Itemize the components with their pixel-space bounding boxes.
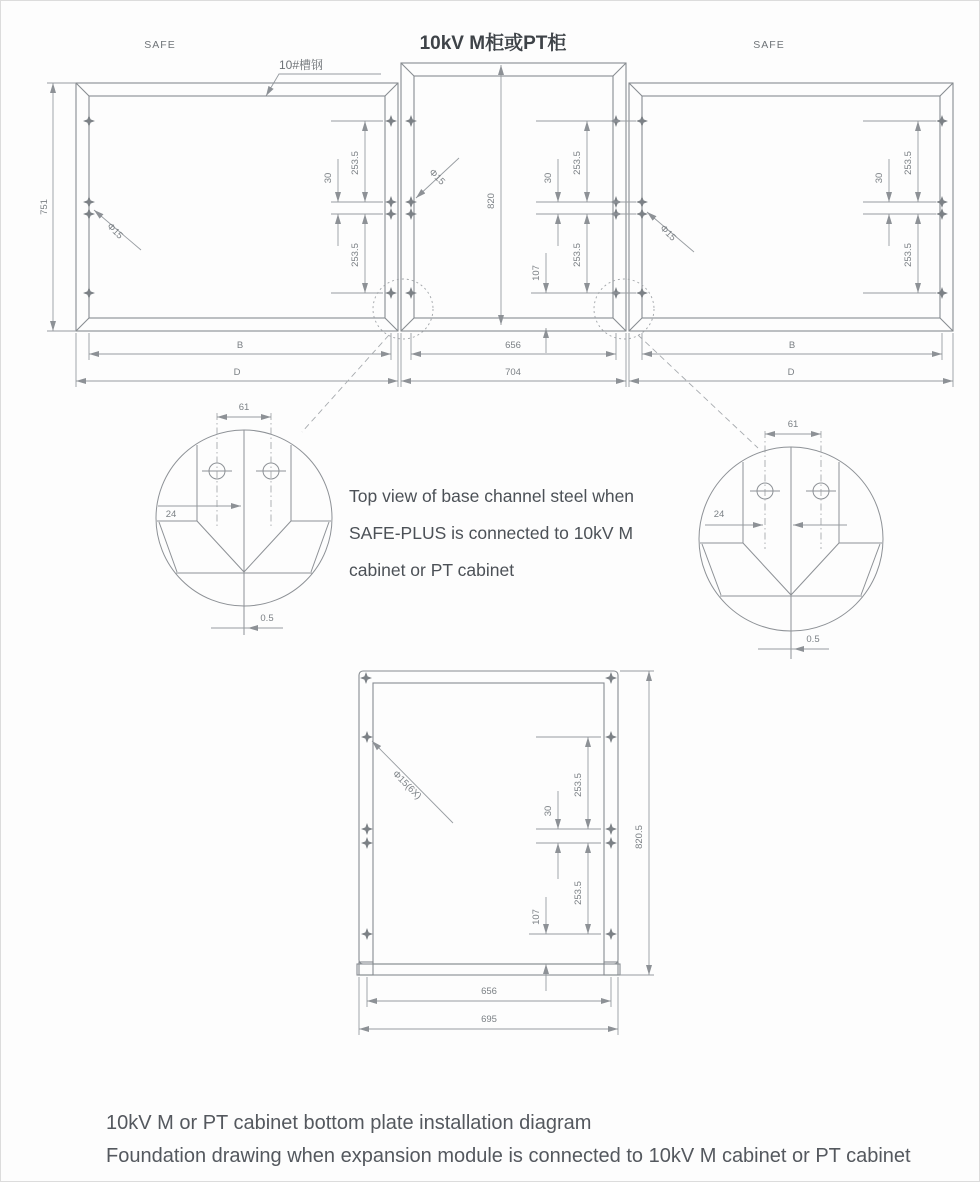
dim-253-label: 253.5 bbox=[572, 151, 583, 175]
top-diagram bbox=[39, 31, 953, 448]
dim-30-label: 30 bbox=[543, 805, 554, 817]
dim-253-label: 253.5 bbox=[903, 151, 914, 175]
dim-253-label: 253.5 bbox=[350, 243, 361, 267]
caption-line-1: 10kV M or PT cabinet bottom plate installation diagram bbox=[106, 1112, 592, 1134]
dim-left-height bbox=[39, 83, 76, 331]
dim-30-label: 30 bbox=[874, 172, 885, 184]
top-diagram-title: 10kV M柜或PT柜 bbox=[419, 33, 567, 54]
dim-704-label: 704 bbox=[505, 367, 521, 378]
dim-middle-height bbox=[486, 65, 501, 325]
technical-drawing bbox=[1, 1, 980, 1182]
dim-24-label: 24 bbox=[713, 509, 725, 520]
dims-right-cabinet bbox=[863, 121, 936, 293]
dim-D-left-label: D bbox=[233, 367, 241, 378]
dim-751-label: 751 bbox=[39, 199, 50, 215]
safe-label-left: SAFE bbox=[144, 39, 176, 51]
note-line-3: cabinet or PT cabinet bbox=[349, 560, 515, 580]
dim-B-right-label: B bbox=[788, 340, 796, 351]
dim-phi15-left: Φ15 bbox=[104, 220, 126, 242]
left-cabinet-frame bbox=[76, 83, 398, 331]
channel-steel-callout bbox=[266, 57, 381, 96]
dim-phi15-6x-label: Φ15(6X) bbox=[390, 768, 424, 802]
note-line-1: Top view of base channel steel when bbox=[349, 486, 635, 506]
right-cabinet-frame bbox=[629, 83, 953, 331]
bolt-hole bbox=[83, 115, 95, 127]
dim-253-label: 253.5 bbox=[573, 773, 584, 797]
bottom-diagram bbox=[357, 671, 654, 1035]
dims-bottom-widths bbox=[76, 333, 953, 387]
dim-253-label: 253.5 bbox=[350, 151, 361, 175]
dim-61-label: 61 bbox=[238, 402, 250, 413]
dim-61-label: 61 bbox=[787, 419, 799, 430]
dim-695-label: 695 bbox=[481, 1014, 497, 1025]
dims-left-cabinet bbox=[323, 121, 383, 293]
hole-dia-callouts bbox=[94, 158, 694, 252]
safe-label-right: SAFE bbox=[753, 39, 785, 51]
dim-phi15-middle: Φ15 bbox=[426, 166, 448, 188]
dim-253-label: 253.5 bbox=[573, 881, 584, 905]
dim-B-left-label: B bbox=[236, 340, 244, 351]
dim-05-label: 0.5 bbox=[806, 634, 820, 645]
channel-steel-label: 10#槽钢 bbox=[279, 58, 324, 72]
dim-05-label: 0.5 bbox=[260, 613, 274, 624]
dim-656-label: 656 bbox=[481, 986, 497, 997]
dim-253-label: 253.5 bbox=[572, 243, 583, 267]
detail-note bbox=[349, 486, 634, 580]
dims-expansion-cabinet bbox=[359, 671, 654, 1035]
detail-view-left bbox=[156, 402, 332, 635]
caption-line-2: Foundation drawing when expansion module is connected to 10kV M cabinet or PT cabinet bbox=[106, 1145, 911, 1167]
dim-656-label: 656 bbox=[505, 340, 521, 351]
middle-cabinet-frame bbox=[401, 63, 626, 331]
expansion-cabinet-frame bbox=[357, 671, 620, 975]
dim-107-label: 107 bbox=[531, 909, 542, 925]
caption-block bbox=[106, 1112, 911, 1167]
detail-callout-marks bbox=[302, 279, 758, 448]
dim-30-label: 30 bbox=[323, 172, 334, 184]
dim-107-label: 107 bbox=[531, 265, 542, 281]
dim-820-5-label: 820.5 bbox=[634, 825, 645, 849]
note-line-2: SAFE-PLUS is connected to 10kV M bbox=[349, 523, 634, 543]
dim-24-label: 24 bbox=[165, 509, 177, 520]
detail-view-right bbox=[699, 419, 883, 659]
dim-phi15-right: Φ15 bbox=[657, 222, 679, 244]
dim-D-right-label: D bbox=[787, 367, 795, 378]
dim-30-label: 30 bbox=[543, 172, 554, 184]
dim-820-label: 820 bbox=[486, 193, 497, 209]
dim-253-label: 253.5 bbox=[903, 243, 914, 267]
